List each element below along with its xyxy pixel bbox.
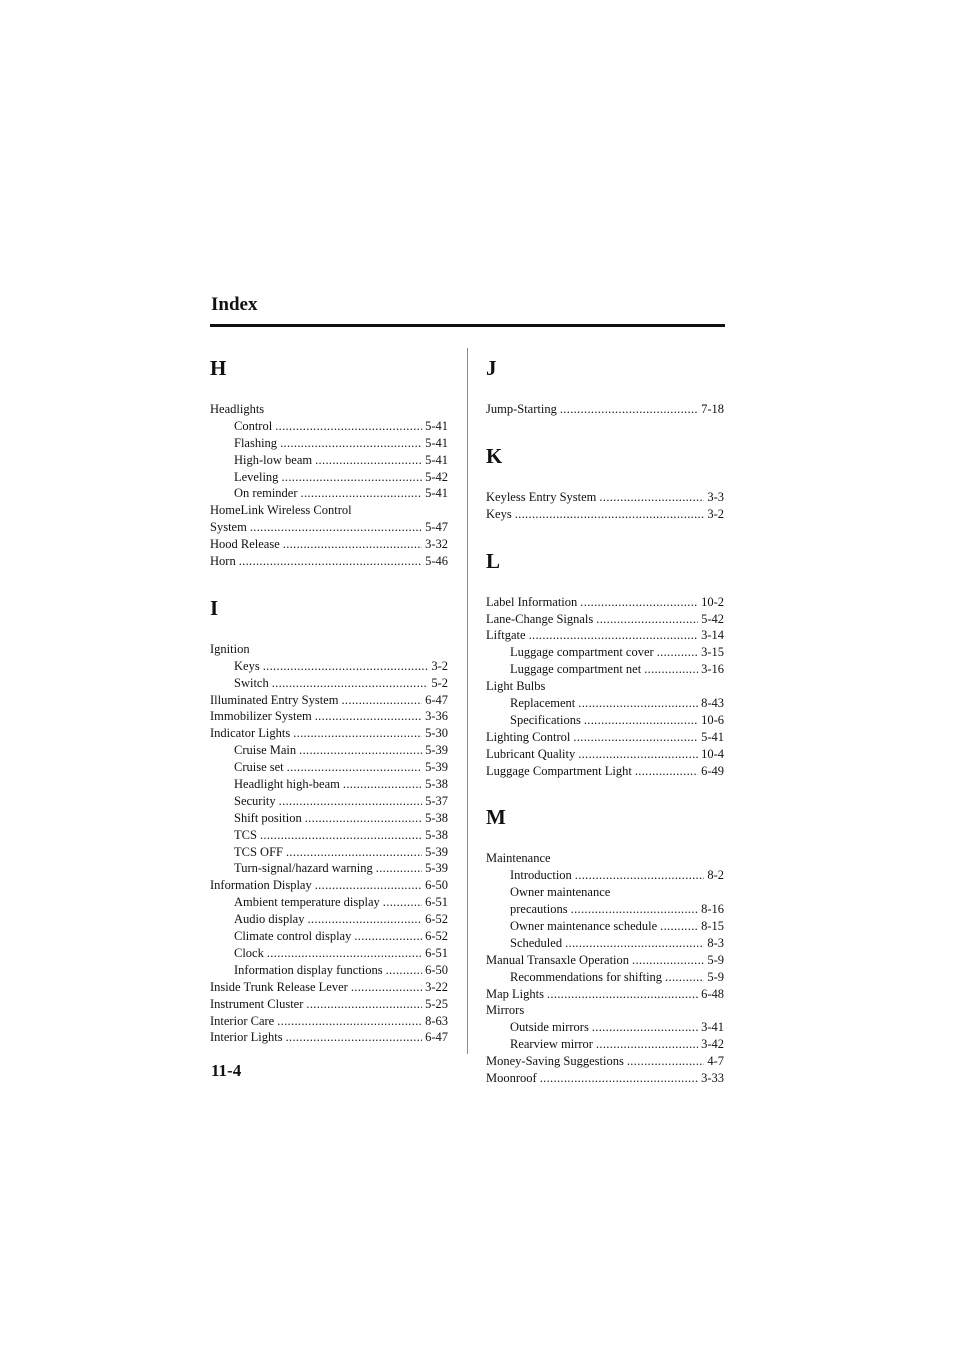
index-subentry [210,810,448,827]
entry-label: Lane-Change Signals [486,611,594,626]
entry-page-ref: 3-2 [707,506,724,521]
entry-label: Indicator Lights [210,726,291,741]
entry-label: Shift position [234,810,302,825]
entry-page-ref: 5-39 [425,861,448,876]
entry-label: Specifications [510,712,581,727]
entry-label: Light Bulbs [486,679,546,694]
dot-leader [301,485,423,502]
entry-label: Luggage compartment cover [510,645,654,660]
index-entry [210,1013,448,1030]
entry-page-ref: 8-63 [425,1013,448,1028]
dot-leader [354,928,422,945]
index-subentry [210,844,448,861]
dot-leader [351,979,422,996]
index-subentry [210,945,448,962]
entry-page-ref: 5-9 [707,969,724,984]
entry-page-ref: 8-43 [701,696,724,711]
dot-leader [592,1019,698,1036]
entry-label: Clock [234,945,264,960]
entry-label: Outside mirrors [510,1020,589,1035]
entry-page-ref: 5-41 [425,418,448,433]
dot-leader [657,644,698,661]
entry-page-ref: 5-46 [425,554,448,569]
index-subentry [210,452,448,469]
dot-leader [578,695,698,712]
entry-page-ref: 3-22 [425,979,448,994]
index-entry [486,594,724,611]
index-subentry [486,884,724,901]
section-letter: I [210,595,219,620]
index-entry [210,877,448,894]
dot-leader [660,918,698,935]
entry-page-ref: 6-47 [425,692,448,707]
index-entry-list [210,641,448,1046]
entry-page-ref: 6-51 [425,895,448,910]
entry-page-ref: 5-37 [425,793,448,808]
entry-page-ref: 5-38 [425,777,448,792]
index-subentry [210,911,448,928]
dot-leader [383,894,422,911]
dot-leader [299,742,422,759]
entry-label: Scheduled [510,935,563,950]
entry-page-ref: 3-32 [425,537,448,552]
entry-page-ref: 10-2 [701,594,724,609]
dot-leader [584,712,698,729]
entry-label: Recommendations for shifting [510,969,663,984]
dot-leader [293,725,422,742]
index-subentry [486,712,724,729]
dot-leader [596,1036,698,1053]
dot-leader [578,746,698,763]
dot-leader [305,810,422,827]
entry-label: Turn-signal/hazard warning [234,861,373,876]
entry-page-ref: 5-41 [425,486,448,501]
entry-page-ref: 5-39 [425,760,448,775]
dot-leader [277,1013,422,1030]
index-subentry [210,435,448,452]
dot-leader [315,877,422,894]
index-column-left [210,352,448,1046]
entry-label: Illuminated Entry System [210,692,339,707]
index-entry [210,536,448,553]
index-subentry [210,962,448,979]
entry-label: TCS [234,827,257,842]
entry-page-ref: 5-41 [701,729,724,744]
dot-leader [263,658,429,675]
entry-page-ref: 8-16 [701,902,724,917]
entry-page-ref: 6-52 [425,912,448,927]
dot-leader [515,506,705,523]
entry-page-ref: 5-25 [425,996,448,1011]
entry-page-ref: 6-49 [701,763,724,778]
entry-page-ref: 3-2 [431,658,448,673]
entry-label: Control [234,418,273,433]
index-entry [486,850,724,867]
entry-label: Money-Saving Suggestions [486,1054,624,1069]
dot-leader [279,793,422,810]
index-entry [210,401,448,418]
index-subentry [486,867,724,884]
entry-page-ref: 6-52 [425,929,448,944]
index-entry [210,708,448,725]
dot-leader [315,452,422,469]
entry-label: On reminder [234,486,298,501]
dot-leader [599,489,704,506]
entry-label: Climate control display [234,929,352,944]
entry-page-ref: 3-36 [425,709,448,724]
index-subentry [210,759,448,776]
index-entry [486,678,724,695]
index-entry [210,725,448,742]
entry-page-ref: 8-3 [707,935,724,950]
index-subentry [486,644,724,661]
dot-leader [287,759,422,776]
entry-label: Replacement [510,696,576,711]
dot-leader [571,901,698,918]
index-subentry [210,776,448,793]
entry-page-ref: 3-33 [701,1071,724,1086]
index-entry [486,506,724,523]
dot-leader [281,469,422,486]
index-entry [486,489,724,506]
dot-leader [580,594,698,611]
dot-leader [267,945,422,962]
entry-page-ref: 10-4 [701,746,724,761]
entry-label: Manual Transaxle Operation [486,952,630,967]
index-entry [486,1070,724,1087]
index-entry [486,763,724,780]
dot-leader [644,661,698,678]
dot-leader [632,952,704,969]
index-subentry [486,935,724,952]
entry-label: Horn [210,554,236,569]
index-subentry [210,418,448,435]
entry-label: Instrument Cluster [210,996,304,1011]
dot-leader [386,962,422,979]
dot-leader [573,729,698,746]
index-subentry [210,469,448,486]
entry-page-ref: 5-9 [707,952,724,967]
entry-label: Ambient temperature display [234,895,380,910]
dot-leader [250,519,422,536]
index-entry [210,996,448,1013]
dot-leader [260,827,422,844]
entry-label: Headlight high-beam [234,777,340,792]
dot-leader [286,844,422,861]
entry-label: Label Information [486,594,578,609]
entry-label: Information display functions [234,962,383,977]
index-subentry [210,860,448,877]
title-rule [210,324,725,327]
index-entry-list [486,489,724,523]
entry-label: Flashing [234,435,278,450]
index-entry [486,746,724,763]
entry-page-ref: 3-3 [707,489,724,504]
dot-leader [529,627,699,644]
entry-label: Information Display [210,878,312,893]
entry-page-ref: 5-47 [425,520,448,535]
entry-page-ref: 6-48 [701,986,724,1001]
index-subentry [486,918,724,935]
entry-label: Jump-Starting [486,402,557,416]
index-entry-list [486,850,724,1086]
entry-label: Cruise Main [234,743,297,758]
entry-page-ref: 5-38 [425,810,448,825]
entry-page-ref: 6-47 [425,1030,448,1045]
entry-label: Audio display [234,912,305,927]
dot-leader [575,867,705,884]
entry-label: Interior Care [210,1013,275,1028]
index-entry [486,611,724,628]
entry-label: Luggage compartment net [510,662,642,677]
dot-leader [341,692,422,709]
index-subentry [210,827,448,844]
index-entry-list [486,401,724,418]
dot-leader [275,418,422,435]
entry-label: Leveling [234,469,279,484]
index-entry [210,979,448,996]
entry-label: Hood Release [210,537,280,552]
dot-leader [376,860,422,877]
dot-leader [307,911,422,928]
index-subentry [486,661,724,678]
entry-label: Owner maintenance [510,885,611,900]
entry-page-ref: 5-38 [425,827,448,842]
page-title: Index [211,294,258,315]
entry-label: Interior Lights [210,1030,283,1045]
index-subentry [486,695,724,712]
index-subentry [210,894,448,911]
dot-leader [286,1029,423,1046]
dot-leader [547,986,698,1003]
entry-page-ref: 7-18 [701,402,724,416]
entry-label: Keyless Entry System [486,489,597,504]
entry-page-ref: 5-41 [425,452,448,467]
dot-leader [280,435,422,452]
section-letter: M [486,805,506,830]
entry-page-ref: 5-39 [425,844,448,859]
index-subentry [486,901,724,918]
entry-label: Liftgate [486,628,526,643]
entry-page-ref: 6-50 [425,878,448,893]
index-entry [210,692,448,709]
index-subentry [210,928,448,945]
page-number: 11-4 [211,1061,242,1080]
index-entry [210,519,448,536]
entry-page-ref: 5-42 [701,611,724,626]
entry-page-ref: 10-6 [701,712,724,727]
section-letter: L [486,548,501,573]
dot-leader [272,675,429,692]
entry-label: High-low beam [234,452,313,467]
index-entry-list [486,594,724,780]
entry-label: Immobilizer System [210,709,312,724]
index-subentry [210,658,448,675]
entry-label: Lubricant Quality [486,746,576,761]
dot-leader [343,776,422,793]
index-entry [210,641,448,658]
entry-page-ref: 4-7 [707,1054,724,1069]
index-entry [210,502,448,519]
entry-page-ref: 3-42 [701,1037,724,1052]
entry-label: Headlights [210,402,265,416]
dot-leader [627,1053,704,1070]
entry-page-ref: 8-2 [707,868,724,883]
index-column-right [486,352,724,1087]
dot-leader [306,996,422,1013]
index-subentry [210,675,448,692]
index-entry [210,553,448,570]
index-entry [486,401,724,418]
dot-leader [283,536,422,553]
entry-label: System [210,520,247,535]
index-entry [486,627,724,644]
index-entry [486,729,724,746]
entry-label: Mirrors [486,1003,525,1018]
index-entry [210,1029,448,1046]
entry-page-ref: 5-42 [425,469,448,484]
entry-label: precautions [510,902,568,917]
dot-leader [315,708,422,725]
dot-leader [565,935,704,952]
entry-page-ref: 3-14 [701,628,724,643]
dot-leader [665,969,704,986]
entry-label: Maintenance [486,851,551,866]
entry-label: Security [234,793,276,808]
index-subentry [210,742,448,759]
entry-label: Inside Trunk Release Lever [210,979,348,994]
entry-page-ref: 6-51 [425,945,448,960]
entry-label: Introduction [510,868,572,883]
entry-page-ref: 3-15 [701,645,724,660]
entry-label: Cruise set [234,760,284,775]
index-entry [486,952,724,969]
index-subentry [486,1019,724,1036]
index-entry [486,986,724,1003]
index-subentry [210,485,448,502]
entry-label: Owner maintenance schedule [510,919,658,934]
entry-label: Lighting Control [486,729,571,744]
entry-page-ref: 5-39 [425,743,448,758]
index-subentry [486,969,724,986]
entry-page-ref: 5-41 [425,435,448,450]
entry-page-ref: 5-2 [431,675,448,690]
entry-page-ref: 8-15 [701,919,724,934]
dot-leader [239,553,422,570]
entry-label: TCS OFF [234,844,283,859]
entry-label: Rearview mirror [510,1037,593,1052]
entry-label: Keys [486,506,512,521]
entry-page-ref: 5-30 [425,726,448,741]
entry-label: Moonroof [486,1071,537,1086]
section-letter: J [486,356,497,380]
entry-label: Ignition [210,641,250,656]
index-subentry [486,1036,724,1053]
index-subentry [210,793,448,810]
dot-leader [540,1070,698,1087]
section-letter: K [486,443,503,468]
entry-page-ref: 3-16 [701,662,724,677]
entry-label: HomeLink Wireless Control [210,503,352,518]
index-entry [486,1002,724,1019]
entry-page-ref: 6-50 [425,962,448,977]
entry-label: Keys [234,658,260,673]
column-divider [467,348,468,1054]
entry-page-ref: 3-41 [701,1020,724,1035]
dot-leader [560,401,698,418]
entry-label: Luggage Compartment Light [486,763,632,778]
entry-label: Map Lights [486,986,544,1001]
dot-leader [635,763,698,780]
section-letter: H [210,356,227,380]
index-entry-list [210,401,448,570]
entry-label: Switch [234,675,269,690]
index-entry [486,1053,724,1070]
dot-leader [596,611,698,628]
